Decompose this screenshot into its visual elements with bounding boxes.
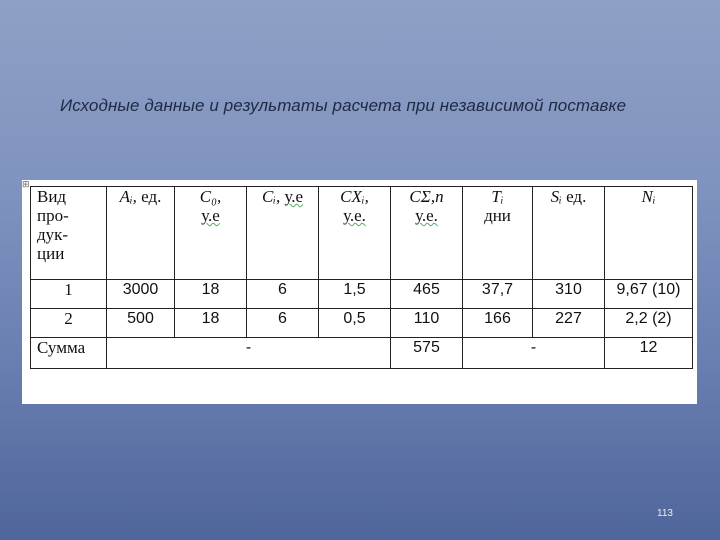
table-cell: 6 [247,280,319,309]
header-symbol: Cᵢ, [261,187,281,206]
table-cell: 500 [107,309,175,338]
table-cell: 110 [391,309,463,338]
sum-dash: - [463,338,605,369]
table-cell: 18 [175,309,247,338]
header-symbol: Sᵢ [550,187,562,206]
header-line: дук- [37,225,69,244]
table-cell: 37,7 [463,280,533,309]
header-symbol: CΧᵢ, [340,187,369,206]
table-cell: 310 [533,280,605,309]
table-cell: 9,67 (10) [605,280,693,309]
header-unit: ед. [566,187,587,206]
header-ni [605,187,693,280]
header-symbol: CΣ,п [409,187,444,206]
header-symbol: Tᵢ [491,187,504,206]
header-a [107,187,175,280]
header-c-sum [391,187,463,280]
slide-title: Исходные данные и результаты расчета при независимой поставке [60,96,627,115]
table-cell: 2,2 (2) [605,309,693,338]
header-line: ции [37,244,65,263]
table-cell: 1 [31,280,107,309]
header-symbol: Nᵢ [641,187,656,206]
header-si [533,187,605,280]
table-cell: 18 [175,280,247,309]
header-line: про- [37,206,69,225]
sum-dash: - [107,338,391,369]
sum-row [31,338,693,369]
table-anchor-icon: ⊞ [22,180,30,190]
table-row [31,309,693,338]
header-unit: дни [484,206,511,225]
table-cell: 166 [463,309,533,338]
header-unit: у.е [201,206,220,225]
header-row [31,187,693,280]
header-unit: у.е [284,187,304,206]
table-row [31,280,693,309]
header-ti [463,187,533,280]
page-number: 113 [657,508,673,519]
table-cell: 465 [391,280,463,309]
header-line: Вид [37,187,67,206]
table-cell: 1,5 [319,280,391,309]
sum-total-cost: 575 [391,338,463,369]
header-c0 [175,187,247,280]
data-table [30,186,693,369]
table-cell: 2 [31,309,107,338]
header-product-type [31,187,107,280]
table-cell: 227 [533,309,605,338]
header-ci [247,187,319,280]
table-cell: 0,5 [319,309,391,338]
header-symbol: Aᵢ, [119,187,137,206]
header-unit: ед. [141,187,162,206]
header-unit: у.е. [415,206,438,225]
table-cell: 6 [247,309,319,338]
table-cell: 3000 [107,280,175,309]
sum-label: Сумма [31,338,107,369]
sum-total-n: 12 [605,338,693,369]
header-unit: у.е. [343,206,366,225]
header-symbol: C₀, [199,187,222,206]
header-cxi [319,187,391,280]
